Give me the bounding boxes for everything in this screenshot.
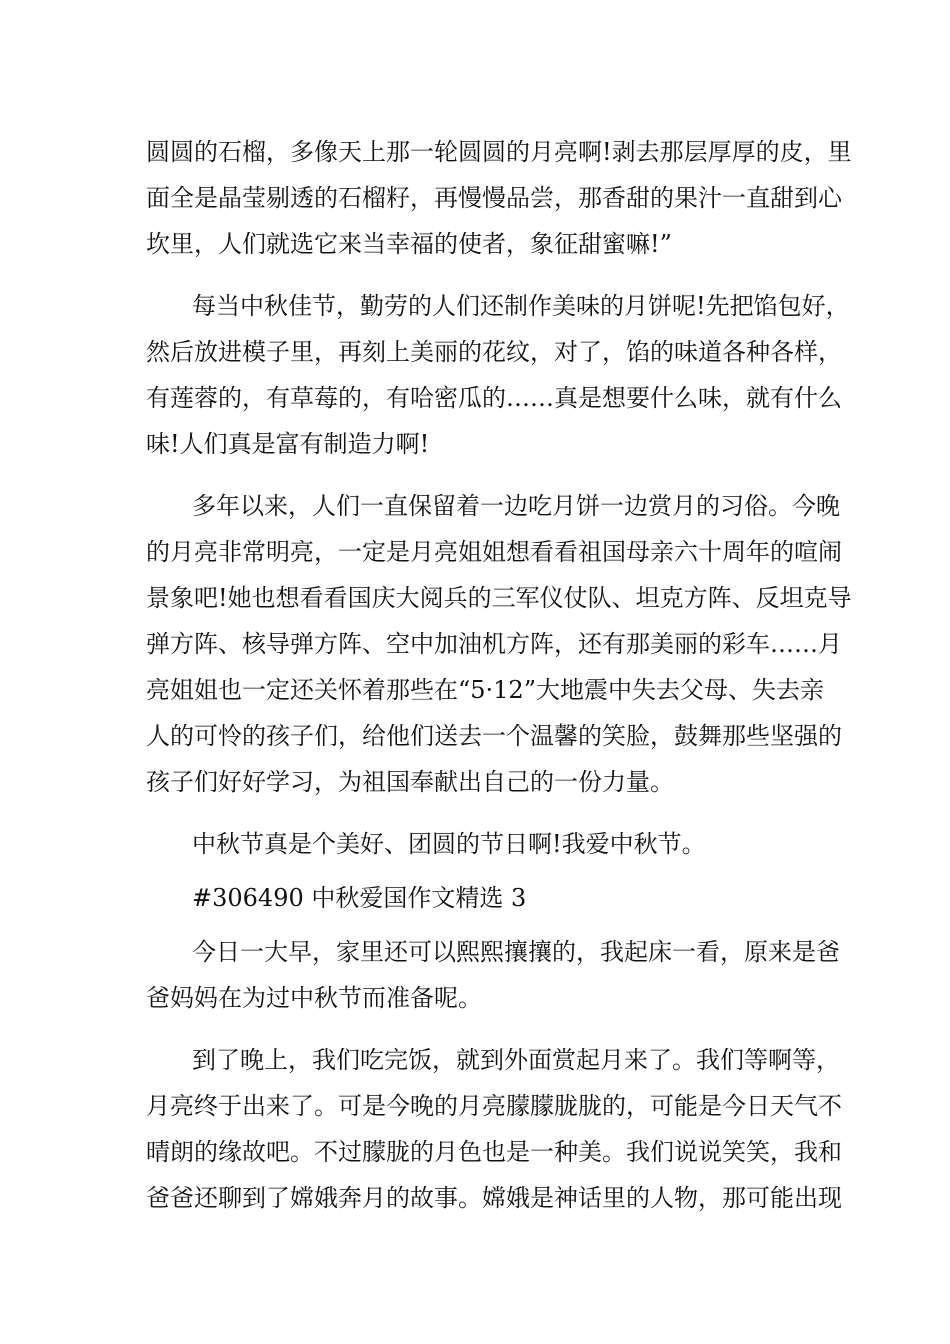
paragraph-start: 今日一大早，家里还可以熙熙攘攘的，我起床一看，原来是爸 (192, 938, 840, 966)
paragraph-start: 中秋节真是个美好、团圆的节日啊!我爱中秋节。 (192, 830, 706, 858)
text-line: 孩子们好好学习，为祖国奉献出自己的一份力量。 (146, 768, 674, 796)
paragraph-start: 到了晚上，我们吃完饭，就到外面赏起月来了。我们等啊等， (192, 1046, 840, 1074)
paragraph-start: 每当中秋佳节，勤劳的人们还制作美味的月饼呢!先把馅包好， (192, 292, 850, 320)
text-line: 月亮终于出来了。可是今晚的月亮朦朦胧胧的，可能是今日天气不 (146, 1092, 842, 1120)
text-line: 爸爸还聊到了嫦娥奔月的故事。嫦娥是神话里的人物，那可能出现 (146, 1184, 842, 1212)
paragraph-start: 多年以来，人们一直保留着一边吃月饼一边赏月的习俗。今晚 (192, 492, 840, 520)
text-line: 亮姐姐也一定还关怀着那些在“5·12”大地震中失去父母、失去亲 (146, 676, 824, 704)
text-line: 景象吧!她也想看看国庆大阅兵的三军仪仗队、坦克方阵、反坦克导 (146, 584, 852, 612)
text-line: 弹方阵、核导弹方阵、空中加油机方阵，还有那美丽的彩车……月 (146, 630, 842, 658)
text-line: 面全是晶莹剔透的石榴籽，再慢慢品尝，那香甜的果汁一直甜到心 (146, 184, 842, 212)
text-line: 有莲蓉的，有草莓的，有哈密瓜的……真是想要什么味，就有什么 (146, 384, 842, 412)
text-line: 然后放进模子里，再刻上美丽的花纹，对了，馅的味道各种各样， (146, 338, 842, 366)
text-line: 人的可怜的孩子们，给他们送去一个温馨的笑脸，鼓舞那些坚强的 (146, 722, 842, 750)
text-line: 晴朗的缘故吧。不过朦胧的月色也是一种美。我们说说笑笑，我和 (146, 1138, 842, 1166)
text-line: 爸妈妈在为过中秋节而准备呢。 (146, 984, 482, 1012)
section-heading: #306490 中秋爱国作文精选 3 (192, 884, 527, 912)
text-line: 圆圆的石榴，多像天上那一轮圆圆的月亮啊!剥去那层厚厚的皮，里 (146, 138, 852, 166)
text-line: 的月亮非常明亮，一定是月亮姐姐想看看祖国母亲六十周年的喧闹 (146, 538, 842, 566)
text-line: 坎里，人们就选它来当幸福的使者，象征甜蜜嘛!” (146, 230, 672, 258)
text-line: 味!人们真是富有制造力啊! (146, 430, 430, 458)
